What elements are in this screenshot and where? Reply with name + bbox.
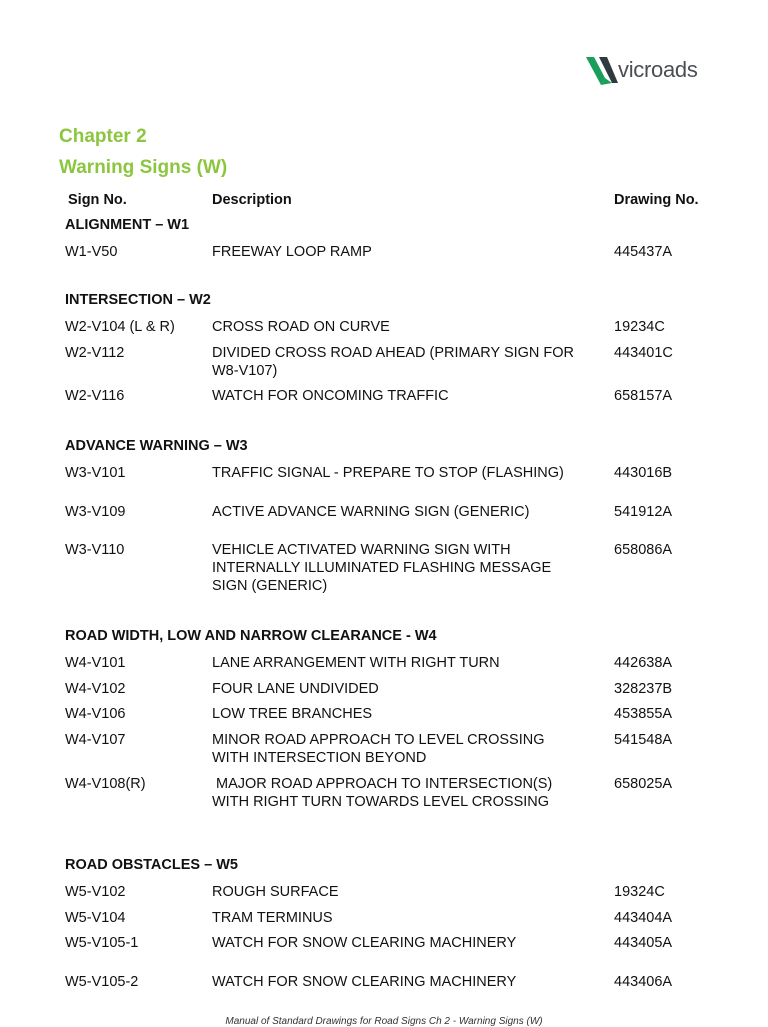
sign-number: W3-V109	[65, 504, 126, 520]
drawing-number: 443406A	[614, 974, 673, 990]
sign-description: ROUGH SURFACE	[212, 884, 339, 900]
sign-number: W4-V108(R)	[65, 776, 146, 792]
section-title: ROAD OBSTACLES – W5	[65, 857, 238, 873]
sign-description: TRAFFIC SIGNAL - PREPARE TO STOP (FLASHING)	[212, 465, 564, 481]
sign-description: WATCH FOR ONCOMING TRAFFIC	[212, 388, 449, 404]
header-drawing-no: Drawing No.	[614, 192, 699, 208]
sign-number: W4-V102	[65, 681, 126, 697]
chapter-number: Chapter 2	[59, 126, 147, 147]
drawing-number: 19234C	[614, 319, 665, 335]
drawing-number: 328237B	[614, 681, 673, 697]
section-title: ADVANCE WARNING – W3	[65, 438, 248, 454]
sign-number: W2-V116	[65, 388, 125, 404]
drawing-number: 445437A	[614, 244, 673, 260]
sign-description: ACTIVE ADVANCE WARNING SIGN (GENERIC)	[212, 504, 530, 520]
vicroads-mark-icon	[585, 54, 619, 88]
sign-number: W5-V105-1	[65, 935, 139, 951]
sign-number: W5-V102	[65, 884, 126, 900]
sign-description: VEHICLE ACTIVATED WARNING SIGN WITH	[212, 542, 511, 558]
sign-description: CROSS ROAD ON CURVE	[212, 319, 390, 335]
section-title: ROAD WIDTH, LOW AND NARROW CLEARANCE - W4	[65, 628, 437, 644]
sign-description: MAJOR ROAD APPROACH TO INTERSECTION(S)	[212, 776, 553, 792]
sign-description: WATCH FOR SNOW CLEARING MACHINERY	[212, 935, 517, 951]
logo-text: vicroads	[618, 57, 698, 82]
sign-number: W4-V107	[65, 732, 126, 748]
sign-number: W1-V50	[65, 244, 118, 260]
page-footer: Manual of Standard Drawings for Road Signs Ch 2 - Warning Signs (W)	[225, 1016, 543, 1027]
section-title: INTERSECTION – W2	[65, 292, 211, 308]
drawing-number: 443405A	[614, 935, 673, 951]
sign-description: WITH RIGHT TURN TOWARDS LEVEL CROSSING	[212, 794, 550, 810]
drawing-number: 19324C	[614, 884, 665, 900]
sign-description: DIVIDED CROSS ROAD AHEAD (PRIMARY SIGN FOR	[212, 345, 575, 361]
chapter-title: Warning Signs (W)	[59, 157, 228, 178]
sign-number: W2-V112	[65, 345, 125, 361]
drawing-number: 658025A	[614, 776, 673, 792]
drawing-number: 443016B	[614, 465, 673, 481]
sign-description: FREEWAY LOOP RAMP	[212, 244, 372, 260]
sign-number: W2-V104 (L & R)	[65, 319, 175, 335]
sign-description: LOW TREE BRANCHES	[212, 706, 373, 722]
sign-description: SIGN (GENERIC)	[212, 578, 328, 594]
sign-number: W3-V110	[65, 542, 125, 558]
vicroads-logo	[585, 54, 715, 88]
sign-description: WATCH FOR SNOW CLEARING MACHINERY	[212, 974, 517, 990]
sign-description: TRAM TERMINUS	[212, 910, 333, 926]
sign-description: MINOR ROAD APPROACH TO LEVEL CROSSING	[212, 732, 545, 748]
sign-number: W5-V105-2	[65, 974, 139, 990]
sign-description: LANE ARRANGEMENT WITH RIGHT TURN	[212, 655, 500, 671]
drawing-number: 443401C	[614, 345, 673, 361]
drawing-number: 658086A	[614, 542, 673, 558]
sign-description: WITH INTERSECTION BEYOND	[212, 750, 427, 766]
section-title: ALIGNMENT – W1	[65, 217, 190, 233]
header-description: Description	[212, 192, 292, 208]
sign-description: FOUR LANE UNDIVIDED	[212, 681, 379, 697]
sign-number: W4-V101	[65, 655, 126, 671]
drawing-number: 541912A	[614, 504, 673, 520]
sign-number: W3-V101	[65, 465, 126, 481]
drawing-number: 442638A	[614, 655, 673, 671]
drawing-number: 658157A	[614, 388, 673, 404]
sign-number: W4-V106	[65, 706, 126, 722]
drawing-number: 541548A	[614, 732, 673, 748]
sign-description: W8-V107)	[212, 363, 278, 379]
drawing-number: 443404A	[614, 910, 673, 926]
header-sign-no: Sign No.	[68, 192, 127, 208]
sign-description: INTERNALLY ILLUMINATED FLASHING MESSAGE	[212, 560, 552, 576]
drawing-number: 453855A	[614, 706, 673, 722]
sign-number: W5-V104	[65, 910, 126, 926]
